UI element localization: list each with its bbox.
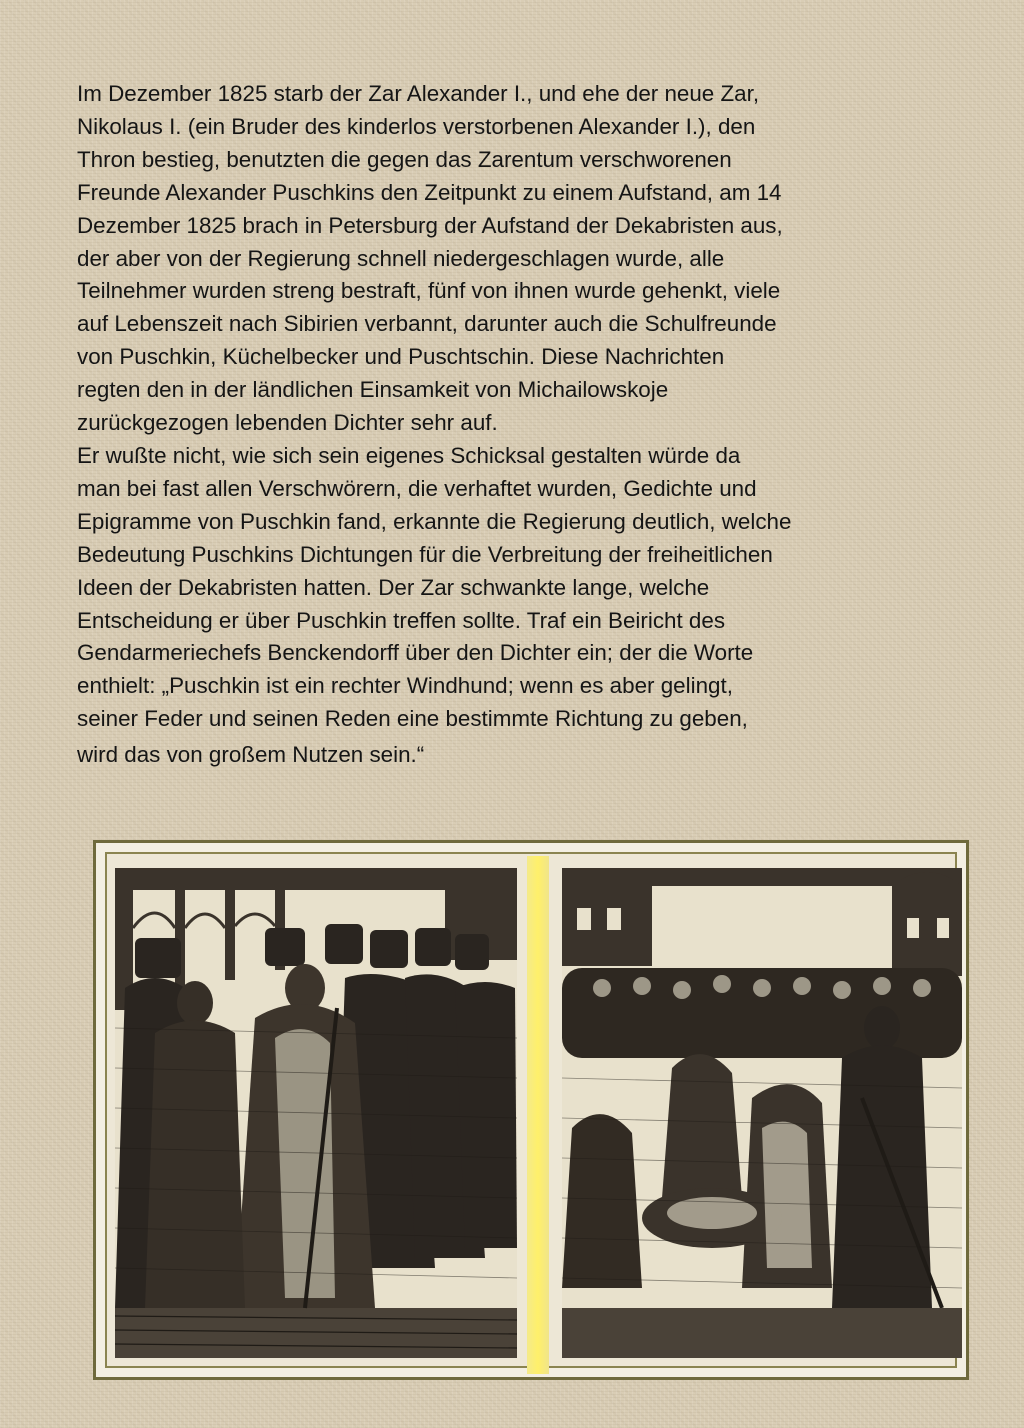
paragraph-1: Im Dezember 1825 starb der Zar Alexander I., und ehe der neue Zar, Nikolaus I. (ein Bruder des kinderlos verstorbenen Alexander I.), den Thron bestieg, benutzten die gegen das Zarentum verschworenen Freunde Alexander Puschkins den Zeitpunkt zu einem Aufstand, am 14 Dezember 1825 brach in Petersburg der Aufstand der Dekabristen aus, der aber von der Regierung schnell niedergeschlagen wurde, alle Teilnehmer wurden streng bestraft, fünf von ihnen wurde gehenkt, viele auf Lebenszeit nach Sibirien verbannt, darunter auch die Schulfreunde von Puschkin, Küchelbecker und Puschtschin. Diese Nachrichten regten den in der ländlichen Einsamkeit von Michailowskoje zurückgezogen lebenden Dichter sehr auf.	[77, 81, 783, 436]
closing-line: wird das von großem Nutzen sein.“	[77, 742, 425, 768]
divider-strip	[527, 856, 549, 1374]
illustration-frame	[93, 840, 969, 1380]
illustration-inner-border	[105, 852, 957, 1368]
engraving-left-procession	[115, 868, 517, 1358]
paragraph-2: Er wußte nicht, wie sich sein eigenes Schicksal gestalten würde da man bei fast allen Verschwörern, die verhaftet wurden, Gedichte und Epigramme von Puschkin fand, erkannte die Regierung deutlich, welche Bedeutung Puschkins Dichtungen für die Verbreitung der freiheitlichen Ideen der Dekabristen hatten. Der Zar schwankte lange, welche Entscheidung er über Puschkin treffen sollte. Traf ein Beiricht des Gendarmeriechefs Benckendorff über den Dichter ein; der die Worte enthielt: „Puschkin ist ein rechter Windhund; wenn es aber gelingt, seiner Feder und seinen Reden eine bestimmte Richtung zu geben,	[77, 442, 792, 732]
body-text	[77, 78, 977, 772]
engraving-right-execution	[562, 868, 962, 1358]
